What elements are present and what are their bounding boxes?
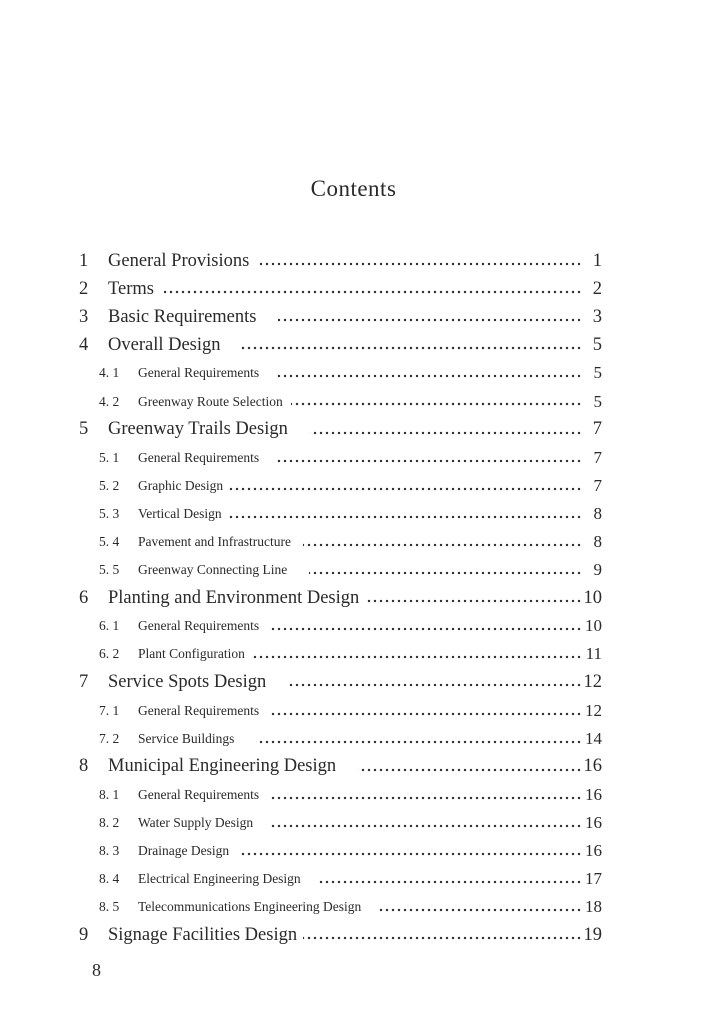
- toc-entry-title: General Requirements: [138, 449, 260, 465]
- toc-entry[interactable]: [0, 809, 707, 837]
- toc-entry-title: Telecommunications Engineering Design: [138, 899, 362, 915]
- toc-entry-number: 6. 2: [99, 646, 120, 662]
- toc-entry-page: 7: [593, 447, 602, 467]
- toc-entry-page: 12: [583, 671, 602, 692]
- dot-leader: [229, 484, 582, 494]
- toc-entry-page: 16: [585, 784, 602, 804]
- toc-entry-page: 10: [583, 587, 602, 608]
- toc-entry-page: 7: [592, 419, 602, 440]
- dot-leader: [275, 371, 582, 381]
- toc-entry-page: 17: [585, 869, 602, 889]
- dot-leader: [269, 709, 582, 719]
- toc-entry-title: Overall Design: [108, 334, 221, 355]
- toc-entry-page: 16: [583, 756, 602, 777]
- toc-entry-number: 3: [79, 306, 89, 327]
- dot-leader: [303, 933, 582, 943]
- toc-entry-number: 5. 2: [99, 477, 120, 493]
- toc-entry[interactable]: [0, 893, 707, 921]
- toc-entry-number: 7. 1: [99, 702, 120, 718]
- toc-entry-number: 4. 1: [99, 365, 120, 381]
- dot-leader: [269, 821, 582, 831]
- dot-leader: [275, 456, 582, 466]
- dot-leader: [241, 343, 582, 353]
- toc-entry[interactable]: [0, 416, 707, 444]
- toc-entry[interactable]: [0, 725, 707, 753]
- dot-leader: [269, 624, 582, 634]
- toc-entry-number: 1: [79, 250, 89, 271]
- toc-entry-number: 8. 4: [99, 871, 120, 887]
- toc-entry-title: Greenway Route Selection: [138, 393, 283, 409]
- toc-entry-number: 7. 2: [99, 730, 120, 746]
- toc-entry-page: 5: [593, 391, 602, 411]
- toc-entry-title: General Requirements: [138, 786, 260, 802]
- toc-entry-title: Signage Facilities Design: [108, 924, 298, 945]
- toc-entry-number: 7: [79, 671, 89, 692]
- toc-entry-number: 5. 3: [99, 505, 120, 521]
- toc-entry-page: 7: [593, 475, 602, 495]
- toc-entry-number: 8. 5: [99, 899, 120, 915]
- toc-entry-page: 3: [592, 306, 602, 327]
- toc-entry[interactable]: [0, 472, 707, 500]
- toc-entry-title: Pavement and Infrastructure: [138, 533, 291, 549]
- toc-entry[interactable]: [0, 865, 707, 893]
- toc-entry-title: General Requirements: [138, 702, 260, 718]
- toc-entry-page: 14: [585, 728, 602, 748]
- dot-leader: [228, 512, 582, 522]
- toc-entry[interactable]: [0, 247, 707, 275]
- toc-entry-page: 2: [592, 278, 602, 299]
- toc-entry-number: 5. 4: [99, 533, 120, 549]
- toc-entry-title: Electrical Engineering Design: [138, 871, 301, 887]
- toc-entry-title: Greenway Trails Design: [108, 419, 288, 440]
- toc-entry-title: Water Supply Design: [138, 814, 254, 830]
- toc-entry-number: 4. 2: [99, 393, 120, 409]
- dot-leader: [310, 428, 582, 438]
- toc-entry-title: Municipal Engineering Design: [108, 756, 337, 777]
- dot-leader: [239, 849, 582, 859]
- toc-entry-page: 10: [585, 616, 602, 636]
- toc-entry[interactable]: [0, 612, 707, 640]
- toc-entry-page: 8: [593, 531, 602, 551]
- toc-entry-title: Planting and Environment Design: [108, 587, 360, 608]
- toc-entry[interactable]: [0, 668, 707, 696]
- toc-entry-title: Plant Configuration: [138, 646, 245, 662]
- toc-entry-title: Service Buildings: [138, 730, 235, 746]
- toc-entry[interactable]: [0, 640, 707, 668]
- dot-leader: [358, 765, 582, 775]
- toc-entry-page: 8: [593, 503, 602, 523]
- toc-entry-number: 5: [79, 419, 89, 440]
- dot-leader: [259, 259, 582, 269]
- dot-leader: [164, 287, 582, 297]
- toc-entry-number: 9: [79, 924, 89, 945]
- toc-entry-page: 11: [585, 644, 602, 664]
- toc-entry[interactable]: [0, 697, 707, 725]
- dot-leader: [256, 737, 582, 747]
- toc-entry-title: General Requirements: [138, 618, 260, 634]
- dot-leader: [251, 652, 582, 662]
- toc-entry[interactable]: [0, 500, 707, 528]
- toc-entry-page: 18: [585, 897, 602, 917]
- toc-entry-title: Drainage Design: [138, 843, 230, 859]
- toc-entry-page: 5: [592, 334, 602, 355]
- toc-entry[interactable]: [0, 444, 707, 472]
- toc-entry[interactable]: [0, 753, 707, 781]
- toc-entry-number: 4: [79, 334, 89, 355]
- toc-entry-title: Service Spots Design: [108, 671, 267, 692]
- page-title: Contents: [310, 176, 397, 201]
- toc-entry-title: General Requirements: [138, 365, 260, 381]
- toc-entry-page: 5: [593, 363, 602, 383]
- toc-entry-page: 1: [592, 250, 602, 271]
- toc-entry-title: Terms: [108, 278, 154, 299]
- toc-entry[interactable]: [0, 556, 707, 584]
- toc-entry[interactable]: [0, 275, 707, 303]
- page-number: 8: [92, 960, 101, 980]
- dot-leader: [377, 905, 582, 915]
- dot-leader: [278, 315, 582, 325]
- toc-entry-page: 16: [585, 841, 602, 861]
- dot-leader: [367, 596, 582, 606]
- toc-entry-number: 5. 1: [99, 449, 120, 465]
- toc-entry-page: 19: [583, 924, 602, 945]
- dot-leader: [317, 877, 582, 887]
- toc-entry-page: 9: [593, 560, 602, 580]
- toc-entry[interactable]: [0, 781, 707, 809]
- toc-entry[interactable]: [0, 921, 707, 949]
- toc-entry-title: Basic Requirements: [108, 306, 257, 327]
- toc-entry[interactable]: [0, 837, 707, 865]
- toc-entry-title: General Provisions: [108, 250, 250, 271]
- dot-leader: [309, 568, 582, 578]
- toc-entry-number: 8. 2: [99, 814, 120, 830]
- table-of-contents: [0, 247, 707, 949]
- toc-entry-title: Vertical Design: [138, 505, 222, 521]
- toc-entry[interactable]: [0, 584, 707, 612]
- toc-entry[interactable]: [0, 528, 707, 556]
- toc-entry-number: 5. 5: [99, 562, 120, 578]
- toc-entry[interactable]: [0, 387, 707, 415]
- toc-entry-title: Graphic Design: [138, 477, 224, 493]
- dot-leader: [288, 680, 582, 690]
- toc-entry-number: 6: [79, 587, 89, 608]
- toc-entry-page: 12: [585, 700, 602, 720]
- toc-entry[interactable]: [0, 303, 707, 331]
- toc-entry-number: 8. 3: [99, 843, 120, 859]
- toc-entry-title: Greenway Connecting Line: [138, 562, 288, 578]
- toc-entry-number: 8. 1: [99, 786, 120, 802]
- toc-entry-number: 2: [79, 278, 89, 299]
- dot-leader: [269, 793, 582, 803]
- toc-entry-number: 8: [79, 756, 89, 777]
- dot-leader: [303, 540, 582, 550]
- dot-leader: [291, 399, 582, 409]
- toc-entry[interactable]: [0, 359, 707, 387]
- toc-entry-page: 16: [585, 812, 602, 832]
- toc-entry-number: 6. 1: [99, 618, 120, 634]
- toc-entry[interactable]: [0, 331, 707, 359]
